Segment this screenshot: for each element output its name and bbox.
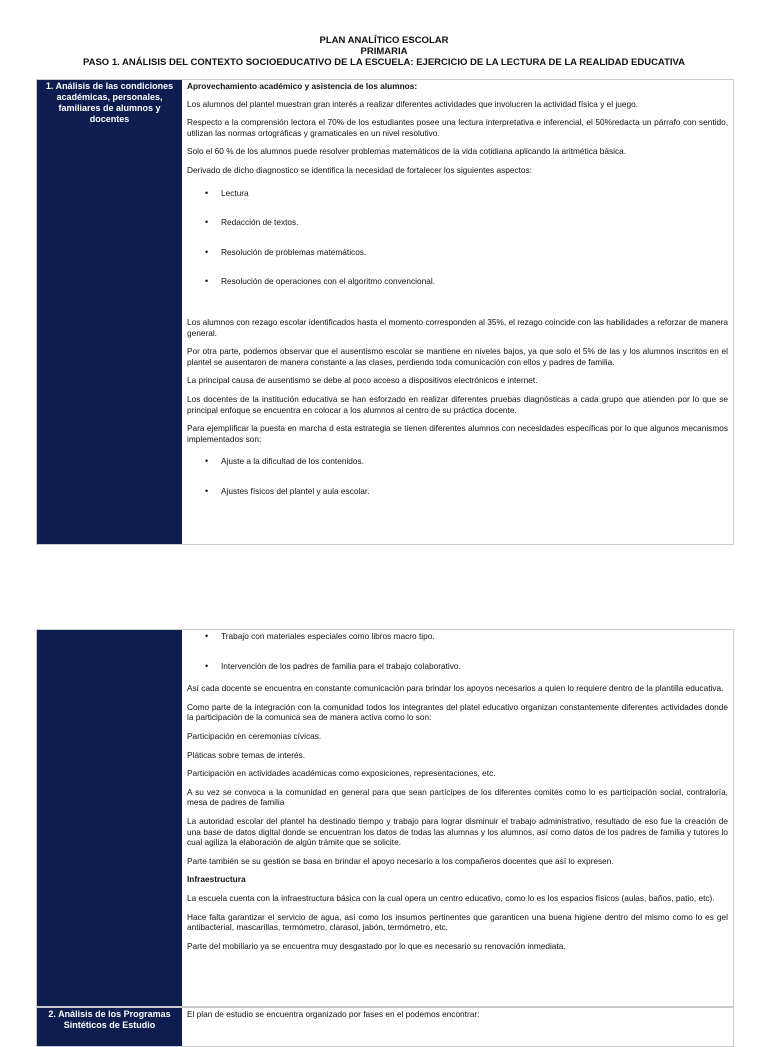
paragraph: Participación en actividades académicas como exposiciones, representaciones, etc. (187, 768, 496, 779)
paragraph: Hace falta garantizar el servicio de agua, así como los insumos pertinentes que garanticen una buena higiene dentro del mismo como lo es gel antibacterial, mascarillas, termómetro, clarasol, jabón, termómetro, etc. (187, 911, 728, 933)
list-item: • Trabajo con materiales especiales como libros macro tipo. (205, 631, 728, 642)
paragraph: Parte del mobiliario ya se encuentra muy desgastado por lo que es necesario su renovación inmediata. (187, 940, 566, 951)
section1-table (36, 79, 734, 545)
list-item: • Ajuste a la dificultad de los contenidos. (205, 456, 728, 467)
bullet-list (205, 631, 728, 671)
paragraph: La autoridad escolar del plantel ha destinado tiempo y trabajo para lograr disminuir el trabajo administrativo, resultado de eso fue la creación de una base de datos digital donde se encuentran los datos de todas las alumnas y los alumnos, así como datos de los padres de familia y tutores lo cual agiliza la elaboración de algún trámite que se solicite. (187, 815, 728, 848)
paragraph: La escuela cuenta con la infraestructura básica con la cual opera un centro educativo, como lo es los espacios físicos (aulas, baños, patio, etc). (187, 892, 715, 903)
paragraph: Pláticas sobre temas de interés. (187, 749, 306, 760)
document-title: PLAN ANALÍTICO ESCOLAR (319, 35, 449, 46)
list-item: • Resolución de problemas matemáticos. (205, 247, 728, 258)
section1-heading: Aprovechamiento académico y asistencia de los alumnos: (187, 81, 418, 91)
paragraph: Para ejemplificar la puesta en marcha d esta estrategia se tienen diferentes alumnos con necesidades específicas por lo que algunos mecanismos implementados son: (187, 423, 728, 444)
paragraph: Los alumnos con rezago escolar identificados hasta el momento corresponden al 35%, el rezago coincide con las habilidades a reforzar de manera general. (187, 316, 728, 338)
paragraph: Como parte de la integración con la comunidad todos los integrantes del platel educativo organizan constantemente diferentes actividades donde la participación de la comunica sea de manera activa como lo son: (187, 701, 728, 723)
paragraph: La principal causa de ausentismo se debe al poco acceso a dispositivos electrónicos e internet. (187, 375, 538, 386)
paragraph: Así cada docente se encuentra en constante comunicación para brindar los apoyos necesarios a quien lo requiere dentro de la plantilla educativa. (187, 683, 724, 694)
paragraph: Respecto a la comprensión lectora el 70% de los estudiantes posee una lectura interpretativa e inferencial, el 50%redacta un párrafo con sentido, utilizan las normas ortográficas y gramaticales en un nivel resolutivo. (187, 117, 728, 138)
section1-continued-content-cell (182, 630, 733, 1006)
section2-table (36, 1007, 734, 1047)
section1-content-cell (182, 80, 733, 544)
paragraph: Los alumnos del plantel muestran gran interés a realizar diferentes actividades que involucren la actividad física y el juego. (187, 98, 639, 109)
paragraph: Derivado de dicho diagnostico se identifica la necesidad de fortalecer los siguientes aspectos: (187, 164, 532, 175)
bullet-list (205, 456, 728, 496)
paragraph: A su vez se convoca a la comunidad en general para que sean partícipes de los diferentes comités como lo es participación social, contraloría, mesa de padres de familia (187, 786, 728, 808)
infrastructure-heading: Infraestructura (187, 874, 246, 885)
bullet-list (205, 188, 728, 287)
paragraph: Por otra parte, podemos observar que el ausentismo escolar se mantiene en niveles bajos, ya que solo el 5% de las y los alumnos inscritos en el plantel se ausentaron de manera constante a las clases, perdiendo toda comunicación con ellos y padres de familia. (187, 346, 728, 367)
paragraph: Participación en ceremonias cívicas. (187, 730, 322, 741)
section1-continued-label-cell (37, 630, 182, 1006)
section2-label-cell: 2. Análisis de los Programas Sintéticos de Estudio (37, 1008, 182, 1046)
document-level: PRIMARIA (360, 46, 408, 57)
list-item: • Lectura (205, 188, 728, 199)
paragraph: Parte también se su gestión se basa en brindar el apoyo necesario a los compañeros docentes que así lo expresen. (187, 855, 614, 866)
document-header (0, 35, 768, 68)
paragraph: Los docentes de la institución educativa se han esforzado en realizar diferentes pruebas diagnósticas a cada grupo que atienden por lo que se principal enfoque se encuentra en colocar a los alumnos al centro de su práctica docente. (187, 393, 728, 415)
list-item: • Ajustes físicos del plantel y aula escolar. (205, 486, 728, 497)
document-subtitle: PASO 1. ANÁLISIS DEL CONTEXTO SOCIOEDUCATIVO DE LA ESCUELA: EJERCICIO DE LA LECTURA DE LA REALIDAD EDUCATIVA (82, 57, 686, 68)
section1-label-cell: 1. Análisis de las condiciones académicas, personales, familiares de alumnos y docentes (37, 80, 182, 544)
list-item: • Redacción de textos. (205, 217, 728, 228)
section2-content-cell (182, 1008, 733, 1046)
section1-continued-table (36, 629, 734, 1007)
list-item: • Resolución de operaciones con el algoritmo convencional. (205, 276, 728, 287)
paragraph: El plan de estudio se encuentra organizado por fases en el podemos encontrar: (187, 1009, 480, 1019)
paragraph: Solo el 60 % de los alumnos puede resolver problemas matemáticos de la vida cotidiana aplicando la aritmética básica. (187, 146, 627, 157)
list-item: • Intervención de los padres de familia para el trabajo colaborativo. (205, 661, 728, 672)
